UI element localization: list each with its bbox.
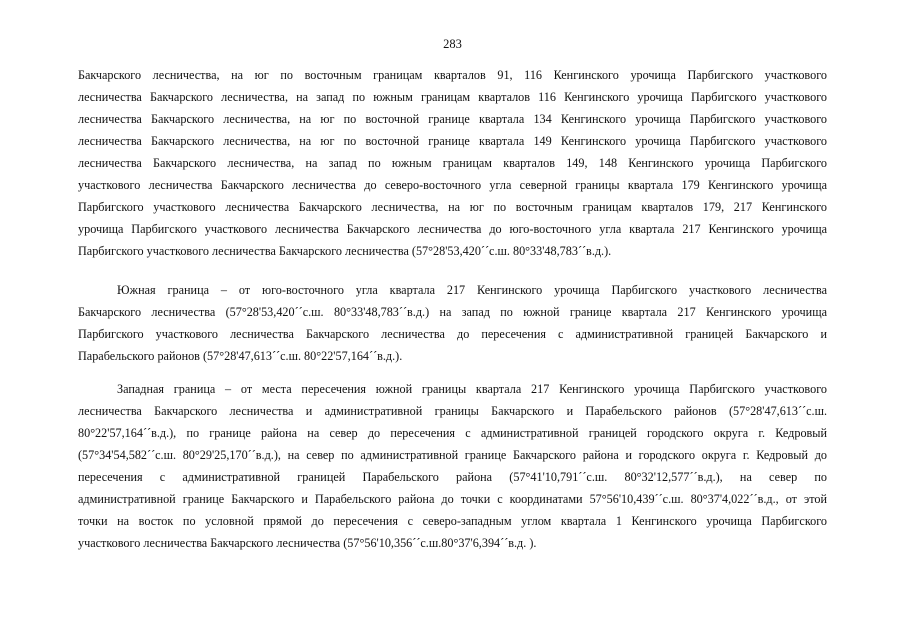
- text-line: Парбигского участкового лесничества Бакчарского лесничества (57°28'53,420´´с.ш. 80°33'48,783´´в.д.).: [78, 244, 612, 258]
- text-line: лесничества Бакчарского лесничества и административной границы Бакчарского и Парабельского районов (57°28'47,613´´с.ш.: [78, 404, 827, 418]
- text-line: Парабельского районов (57°28'47,613´´с.ш. 80°22'57,164´´в.д.).: [78, 349, 403, 363]
- text-line: лесничества Бакчарского лесничества, на запад по южным границам кварталов 116 Кенгинского урочища Парбигского участкового: [78, 90, 827, 104]
- text-line: Парбигского участкового лесничества Бакчарского лесничества до пересечения с административной границей Бакчарского и: [78, 327, 827, 341]
- text-line: участкового лесничества Бакчарского лесничества до северо-восточного угла северной границы квартала 179 Кенгинского урочища: [78, 178, 827, 192]
- text-line: Южная граница – от юго-восточного угла квартала 217 Кенгинского урочища Парбигского участкового лесничества: [117, 283, 827, 297]
- text-line: 80°22'57,164´´в.д.), по границе района на север до пересечения с административной границей городского округа г. Кедровый: [78, 426, 827, 440]
- text-line: пересечения с административной границей Парабельского района (57°41'10,791´´с.ш. 80°32'12,577´´в.д.), на север по: [78, 470, 827, 484]
- text-line: лесничества Бакчарского лесничества, на юг по восточной границе квартала 134 Кенгинского урочища Парбигского участкового: [78, 112, 827, 126]
- page-number: 283: [443, 37, 462, 51]
- text-line: Бакчарского лесничества, на юг по восточным границам кварталов 91, 116 Кенгинского урочища Парбигского участкового: [78, 68, 827, 82]
- text-line: лесничества Бакчарского лесничества, на запад по южным границам кварталов 149, 148 Кенгинского урочища Парбигского: [78, 156, 827, 170]
- text-line: Парбигского участкового лесничества Бакчарского лесничества, на юг по восточным границам кварталов 179, 217 Кенгинского: [78, 200, 827, 214]
- text-line: лесничества Бакчарского лесничества, на юг по восточной границе квартала 149 Кенгинского урочища Парбигского участкового: [78, 134, 827, 148]
- text-line: административной границе Бакчарского и Парабельского района до точки с координатами 57°56'10,439´´с.ш. 80°37'4,022´´в.д., от этой: [78, 492, 827, 506]
- text-line: (57°34'54,582´´с.ш. 80°29'25,170´´в.д.), на север по административной границе Бакчарского района и городского округа г. Кедровый до: [78, 448, 827, 462]
- text-line: Бакчарского лесничества (57°28'53,420´´с.ш. 80°33'48,783´´в.д.) на запад по южной границе квартала 217 Кенгинского урочища: [78, 305, 827, 319]
- text-line: участкового лесничества Бакчарского лесничества (57°56'10,356´´с.ш.80°37'6,394´´в.д. ).: [78, 536, 537, 550]
- text-line: урочища Парбигского участкового лесничества Бакчарского лесничества до юго-восточного угла квартала 217 Кенгинского урочища: [78, 222, 827, 236]
- text-line: точки на восток по условной прямой до пересечения с северо-западным углом квартала 1 Кенгинского урочища Парбигского: [78, 514, 827, 528]
- text-line: Западная граница – от места пересечения южной границы квартала 217 Кенгинского урочища Парбигского участкового: [117, 382, 827, 396]
